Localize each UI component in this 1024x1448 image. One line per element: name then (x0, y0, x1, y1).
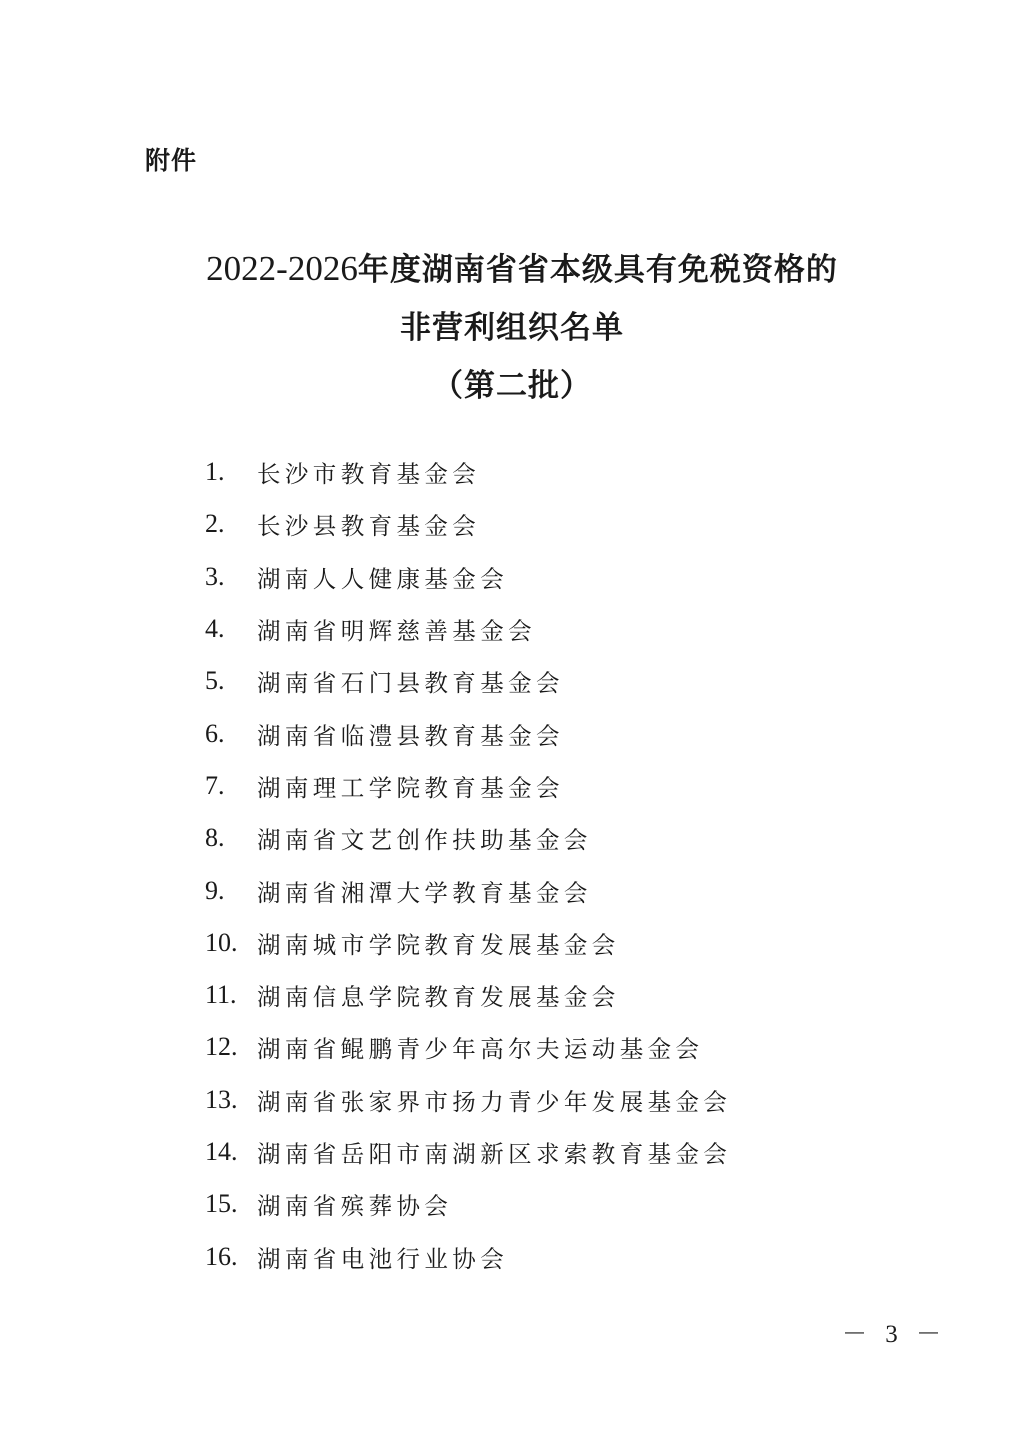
list-item-number: 12. (205, 1032, 238, 1062)
list-item (205, 1074, 731, 1126)
list-item (205, 655, 731, 707)
list-item-name: 湖南省湘潭大学教育基金会 (257, 878, 592, 907)
list-item (205, 603, 731, 655)
list-item-name: 湖南省临澧县教育基金会 (257, 721, 564, 750)
list-item (205, 1126, 731, 1178)
title-line-2: 非营利组织名单 (400, 310, 624, 346)
list-item (205, 1178, 731, 1230)
document-title (0, 240, 1024, 415)
title-line-1-text: 年度湖南省省本级具有免税资格的 (357, 252, 838, 288)
list-item (205, 760, 731, 812)
list-item (205, 498, 731, 550)
list-item-name: 湖南省张家界市扬力青少年发展基金会 (257, 1087, 732, 1116)
list-item-number: 16. (205, 1241, 238, 1271)
list-item-number: 4. (205, 614, 225, 644)
title-line-3: （第二批） (432, 368, 592, 404)
list-item-number: 1. (205, 457, 225, 487)
list-item (205, 446, 731, 498)
list-item (205, 551, 731, 603)
list-item-number: 5. (205, 666, 225, 696)
organization-list (205, 446, 731, 1283)
list-item-number: 3. (205, 561, 225, 591)
list-item-name: 湖南省电池行业协会 (257, 1244, 509, 1273)
list-item-number: 15. (205, 1189, 238, 1219)
list-item-number: 11. (205, 980, 237, 1010)
list-item-number: 13. (205, 1084, 238, 1114)
list-item-name: 长沙市教育基金会 (257, 460, 481, 489)
title-line-1 (20, 240, 1024, 299)
page-number: － 3 － (842, 1321, 948, 1348)
list-item (205, 969, 731, 1021)
list-item (205, 1230, 731, 1282)
list-item-number: 6. (205, 718, 225, 748)
list-item (205, 1021, 731, 1073)
list-item-name: 湖南城市学院教育发展基金会 (257, 930, 620, 959)
list-item-name: 湖南省岳阳市南湖新区求索教育基金会 (257, 1140, 732, 1168)
list-item-name: 湖南理工学院教育基金会 (257, 773, 564, 802)
list-item-number: 10. (205, 927, 238, 957)
list-item-number: 8. (205, 823, 225, 853)
list-item-name: 湖南省文艺创作扶助基金会 (257, 826, 592, 855)
list-item-name: 湖南省殡葬协会 (257, 1192, 453, 1221)
list-item (205, 864, 731, 916)
list-item-number: 9. (205, 875, 225, 905)
list-item-number: 2. (205, 509, 225, 539)
title-year-range: 2022-2026 (206, 249, 358, 288)
list-item-name: 湖南人人健康基金会 (257, 564, 509, 593)
attachment-label: 附件 (145, 146, 198, 175)
list-item-number: 7. (205, 770, 225, 800)
list-item-name: 湖南省鲲鹏青少年高尔夫运动基金会 (257, 1035, 704, 1064)
list-item (205, 707, 731, 759)
list-item-name: 长沙县教育基金会 (257, 512, 481, 541)
list-item (205, 812, 731, 864)
list-item-name: 湖南省明辉慈善基金会 (257, 617, 536, 646)
list-item-name: 湖南信息学院教育发展基金会 (257, 983, 620, 1012)
list-item-name: 湖南省石门县教育基金会 (257, 669, 564, 698)
list-item-number: 14. (205, 1137, 238, 1166)
list-item (205, 917, 731, 969)
